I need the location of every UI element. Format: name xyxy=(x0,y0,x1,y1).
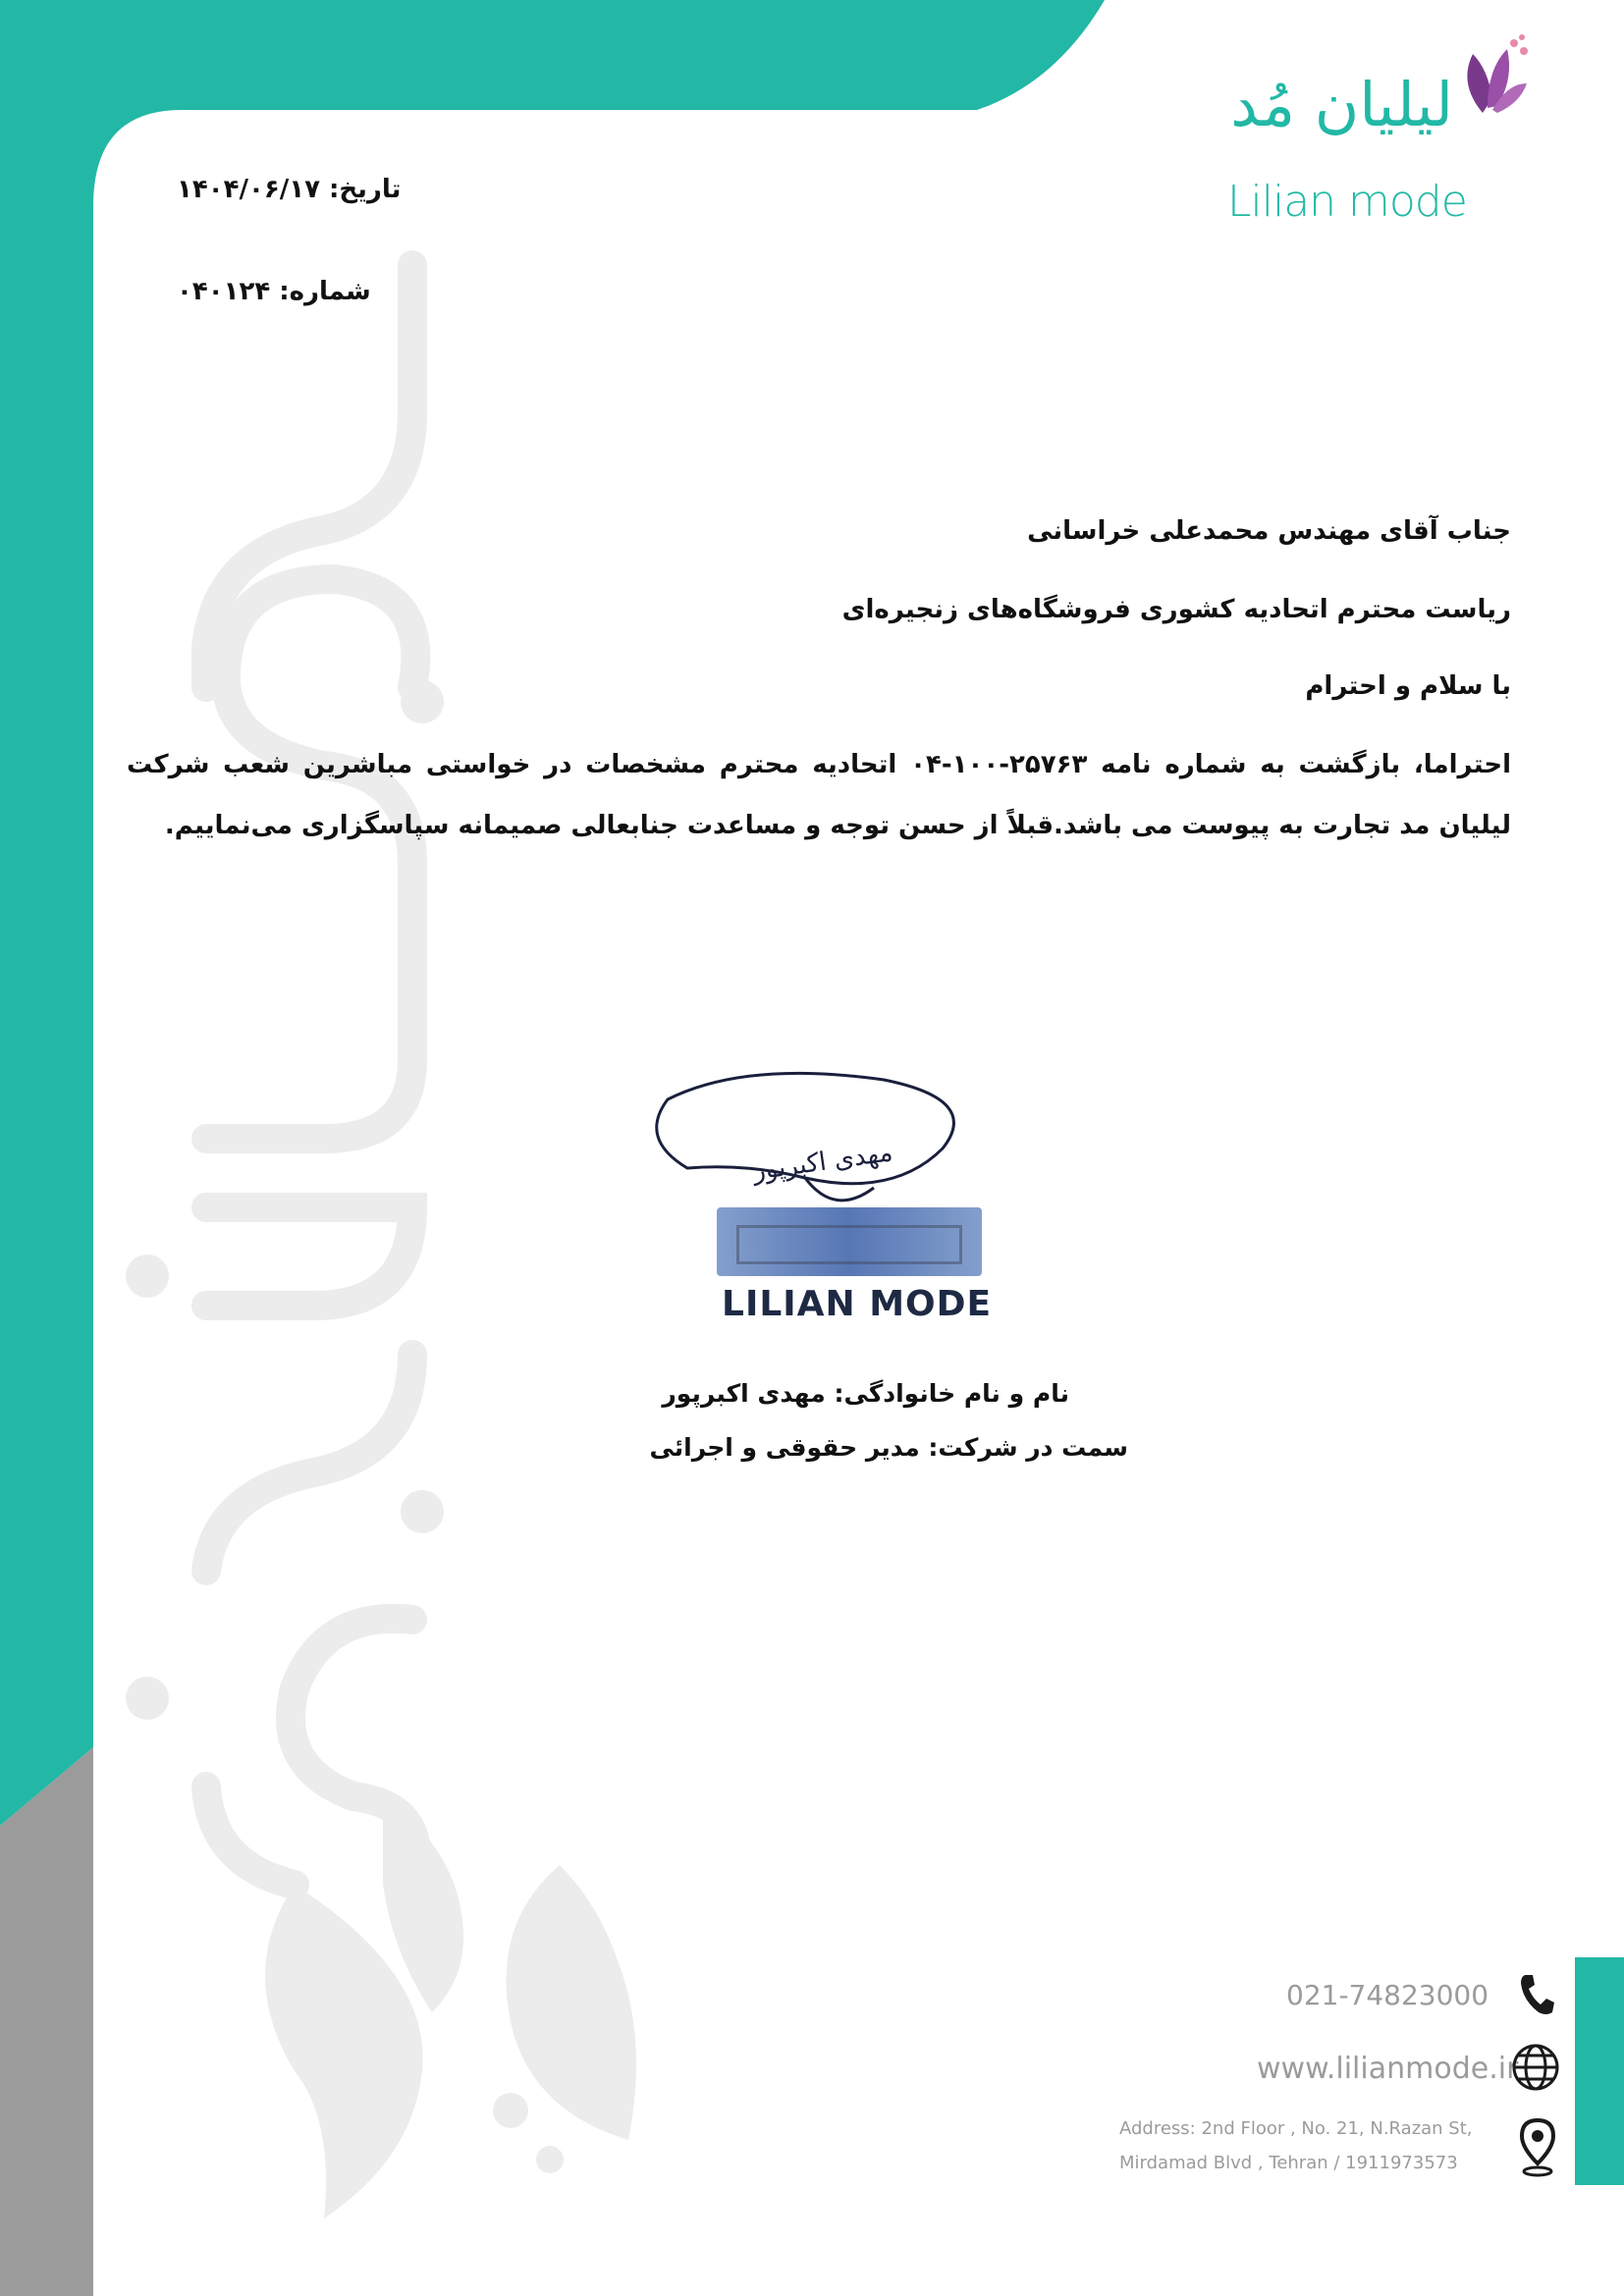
footer-website: www.lilianmode.ir xyxy=(1257,2052,1519,2086)
logo-flower-icon xyxy=(1453,29,1532,118)
company-stamp xyxy=(717,1207,982,1276)
recipient-line-2: ریاست محترم اتحادیه کشوری فروشگاه‌های زنجیره‌ای xyxy=(841,595,1511,624)
letter-number: شماره: ۰۴۰۱۲۴ xyxy=(177,277,371,306)
location-pin-icon xyxy=(1520,2118,1555,2177)
handwritten-signature xyxy=(628,1060,1001,1227)
grey-left-band xyxy=(0,1747,93,2296)
brand-name-en: Lilian mode xyxy=(1227,177,1467,227)
phone-icon xyxy=(1517,1971,1556,2018)
stamp-text: LILIAN MODE xyxy=(722,1284,993,1324)
globe-icon xyxy=(1510,2042,1561,2093)
footer-address-line1: Address: 2nd Floor , No. 21, N.Razan St, xyxy=(1119,2118,1473,2139)
letter-body: احتراما، بازگشت به شماره نامه ۲۵۷۶۳-۱۰۰-۰۴ اتحادیه محترم مشخصات در خواستی مباشرین شعب شرکت لیلیان مد تجارت به پیوست می باشد.قبلاً از حسن توجه و مساعدت جنابعالی صمیمانه سپاسگزاری می‌نماییم. xyxy=(127,750,1511,840)
signatory-name: نام و نام خانوادگی: مهدی اکبرپور xyxy=(662,1379,1069,1408)
brand-logo xyxy=(1119,29,1532,236)
footer-postal-code: 1911973573 xyxy=(1345,2153,1458,2173)
footer-address-street: Mirdamad Blvd , Tehran / xyxy=(1119,2153,1340,2173)
teal-right-strip xyxy=(1575,1957,1624,2185)
footer-address-line2 xyxy=(1119,2153,1458,2173)
brand-name-fa: لیلیان مُد xyxy=(1230,69,1453,140)
letter-date: تاریخ: ۱۴۰۴/۰۶/۱۷ xyxy=(177,175,402,204)
recipient-line-1: جناب آقای مهندس محمدعلی خراسانی xyxy=(1027,516,1511,546)
footer-phone: 021-74823000 xyxy=(1286,1979,1489,2011)
signature-stamp-area xyxy=(628,1060,1001,1335)
handwritten-signature-text: مهدی اکبرپور xyxy=(750,1138,894,1187)
signatory-position: سمت در شرکت: مدیر حقوقی و اجرائی xyxy=(649,1433,1128,1462)
greeting: با سلام و احترام xyxy=(1305,671,1511,701)
